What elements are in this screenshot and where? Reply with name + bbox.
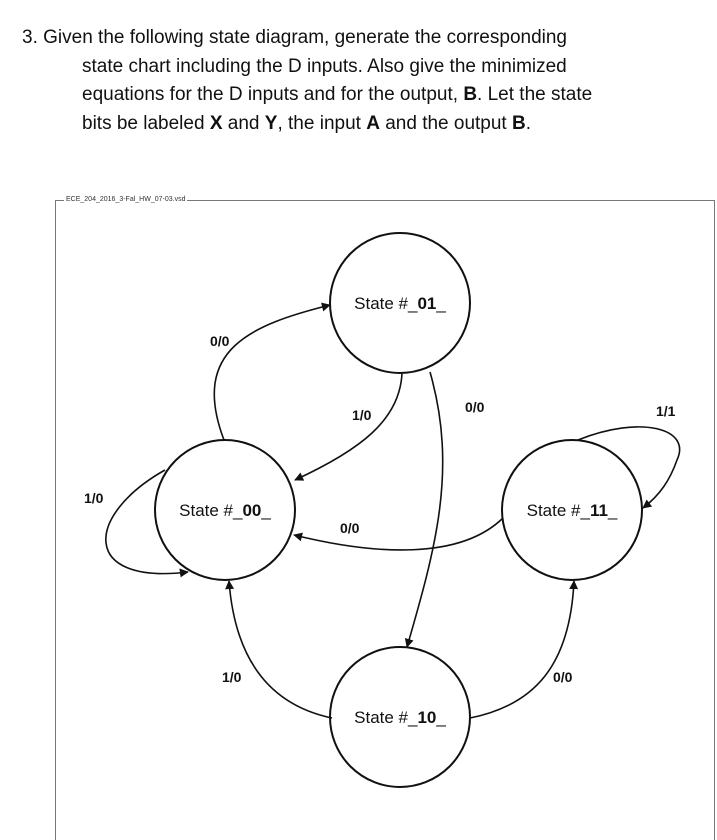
question-line-3-end: . Let the state bbox=[477, 84, 593, 105]
question-line-4-end: . bbox=[525, 112, 532, 134]
output-b-bold-2: B bbox=[512, 112, 526, 134]
label-11-to-00: 0/0 bbox=[340, 520, 360, 536]
state-01-code: 01 bbox=[417, 294, 437, 313]
question-line-1: 3. Given the following state diagram, generate the corresponding bbox=[22, 27, 567, 48]
diagram-file-label: ECE_204_2016_3-Fal_HW_07-03.vsd bbox=[66, 196, 186, 203]
state-11-suffix: _ bbox=[607, 501, 618, 520]
state-10-prefix: State #_ bbox=[354, 708, 418, 727]
edge-01-to-10 bbox=[407, 372, 443, 647]
state-01-prefix: State #_ bbox=[354, 294, 418, 313]
question-line-3-text: equations for the D inputs and for the output, bbox=[82, 84, 464, 105]
label-01-to-00: 1/0 bbox=[352, 407, 372, 423]
state-bit-y-bold: Y bbox=[264, 112, 278, 134]
state-bit-x-bold: X bbox=[209, 112, 223, 134]
output-b-bold: B bbox=[463, 84, 478, 105]
state-10-code: 10 bbox=[417, 708, 437, 727]
edge-01-to-00 bbox=[295, 373, 402, 480]
label-10-to-00: 1/0 bbox=[222, 669, 242, 685]
state-00-code: 00 bbox=[242, 501, 262, 520]
question-line-2: state chart including the D inputs. Also give the minimized bbox=[82, 55, 567, 77]
state-11-label bbox=[527, 501, 618, 520]
edge-10-to-11 bbox=[470, 581, 574, 718]
question-line-4-input: , the input bbox=[277, 112, 367, 134]
question-line-4-and1: and bbox=[222, 112, 265, 134]
label-10-to-11: 0/0 bbox=[553, 669, 573, 685]
label-01-to-10: 0/0 bbox=[465, 399, 485, 415]
state-11-prefix: State #_ bbox=[526, 501, 590, 520]
edge-10-to-00 bbox=[229, 581, 332, 718]
input-a-bold: A bbox=[366, 112, 380, 134]
state-10-label bbox=[354, 708, 446, 727]
state-00-prefix: State #_ bbox=[179, 501, 243, 520]
label-11-self: 1/1 bbox=[656, 403, 676, 419]
label-00-to-01: 0/0 bbox=[210, 333, 230, 349]
question-line-4-output: and the output bbox=[379, 112, 512, 134]
edge-00-to-01 bbox=[214, 305, 330, 440]
state-11-code: 11 bbox=[589, 501, 608, 520]
state-01-label bbox=[354, 294, 446, 313]
edge-11-to-00 bbox=[294, 518, 503, 550]
state-00-label bbox=[179, 501, 271, 520]
state-10-suffix: _ bbox=[436, 708, 446, 727]
label-00-self: 1/0 bbox=[84, 490, 104, 506]
question-line-4-text: bits be labeled bbox=[82, 112, 210, 134]
state-01-suffix: _ bbox=[436, 294, 446, 313]
state-00-suffix: _ bbox=[261, 501, 271, 520]
